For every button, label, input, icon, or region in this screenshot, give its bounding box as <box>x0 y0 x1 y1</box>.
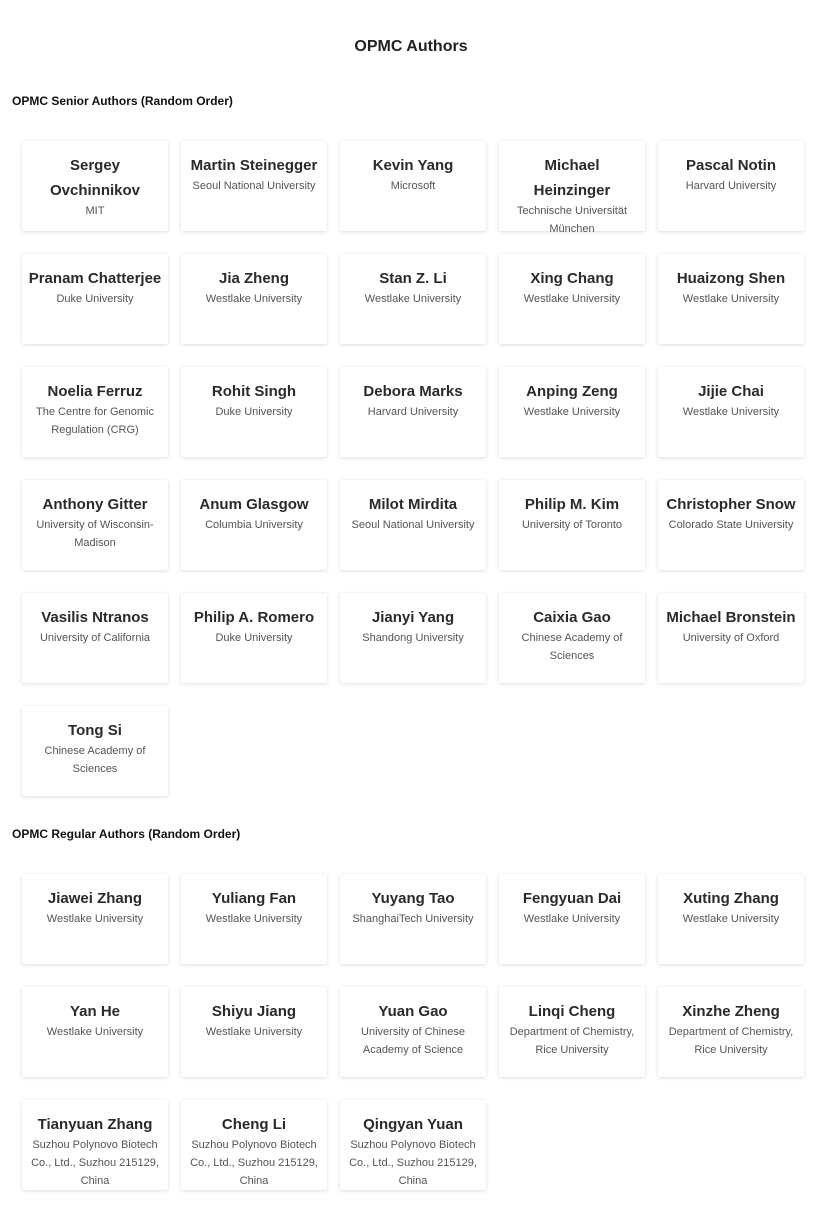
author-name: Anthony Gitter <box>42 496 148 513</box>
author-card[interactable] <box>499 367 645 457</box>
author-name: Shiyu Jiang <box>211 1003 297 1020</box>
author-affiliation: Suzhou Polynovo Biotech Co., Ltd., Suzhou 215129, China <box>190 1139 318 1187</box>
author-name: Milot Mirdita <box>368 496 458 513</box>
author-affiliation: Westlake University <box>46 1026 144 1038</box>
author-affiliation: Westlake University <box>364 293 462 305</box>
author-name: Yuyang Tao <box>371 890 455 907</box>
author-card[interactable] <box>499 593 645 683</box>
author-card[interactable] <box>340 367 486 457</box>
author-card[interactable] <box>499 141 645 235</box>
author-affiliation: Suzhou Polynovo Biotech Co., Ltd., Suzhou 215129, China <box>349 1139 477 1187</box>
author-affiliation: The Centre for Genomic Regulation (CRG) <box>36 406 154 436</box>
author-card[interactable] <box>658 874 804 964</box>
author-name: Stan Z. Li <box>379 270 447 287</box>
author-card[interactable] <box>340 480 486 570</box>
author-affiliation: Westlake University <box>205 1026 303 1038</box>
author-card[interactable] <box>499 987 645 1077</box>
author-affiliation: Shandong University <box>362 632 464 644</box>
author-card[interactable] <box>22 1100 168 1190</box>
author-affiliation: University of Chinese Academy of Science <box>361 1026 465 1056</box>
author-affiliation: Westlake University <box>682 293 780 305</box>
author-affiliation: Duke University <box>215 406 293 418</box>
author-card[interactable] <box>181 367 327 457</box>
author-card[interactable] <box>340 254 486 344</box>
author-card[interactable] <box>181 1100 327 1190</box>
author-card[interactable] <box>22 593 168 683</box>
author-affiliation: University of Toronto <box>521 519 623 531</box>
author-name: Philip A. Romero <box>193 609 315 626</box>
author-name: Michael Bronstein <box>666 609 796 626</box>
author-affiliation: Harvard University <box>685 180 777 192</box>
author-affiliation: University of California <box>39 632 151 644</box>
author-card[interactable] <box>658 141 804 231</box>
author-name: Jijie Chai <box>698 383 764 400</box>
author-affiliation: Duke University <box>56 293 134 305</box>
author-name: Pranam Chatterjee <box>28 270 162 287</box>
author-affiliation: Westlake University <box>205 293 303 305</box>
author-affiliation: MIT <box>85 205 105 217</box>
author-card[interactable] <box>22 367 168 457</box>
author-name: Tianyuan Zhang <box>37 1116 153 1133</box>
author-affiliation: Westlake University <box>682 406 780 418</box>
author-card[interactable] <box>181 254 327 344</box>
author-name: Anum Glasgow <box>199 496 309 513</box>
author-affiliation: Department of Chemistry, Rice University <box>668 1026 794 1056</box>
author-card[interactable] <box>658 254 804 344</box>
author-name: Noelia Ferruz <box>47 383 143 400</box>
regular-authors-heading: OPMC Regular Authors (Random Order) <box>12 827 241 841</box>
author-affiliation: University of Wisconsin-Madison <box>36 519 154 549</box>
author-card[interactable] <box>340 141 486 231</box>
page-title: OPMC Authors <box>354 38 468 55</box>
author-name: Yuan Gao <box>378 1003 448 1020</box>
author-card[interactable] <box>22 141 168 231</box>
author-name: Pascal Notin <box>685 157 777 174</box>
author-name: Anping Zeng <box>526 383 618 400</box>
author-name: Vasilis Ntranos <box>41 609 149 626</box>
author-name: Sergey Ovchinnikov <box>49 157 141 199</box>
author-card[interactable] <box>181 987 327 1077</box>
author-card[interactable] <box>22 987 168 1077</box>
author-affiliation: Westlake University <box>682 913 780 925</box>
author-card[interactable] <box>22 254 168 344</box>
senior-authors-grid <box>22 141 802 796</box>
author-affiliation: Seoul National University <box>192 180 316 192</box>
author-card[interactable] <box>181 480 327 570</box>
author-name: Jiawei Zhang <box>47 890 143 907</box>
author-name: Christopher Snow <box>666 496 796 513</box>
author-card[interactable] <box>22 874 168 964</box>
author-card[interactable] <box>340 593 486 683</box>
author-affiliation: Westlake University <box>523 293 621 305</box>
author-affiliation: Suzhou Polynovo Biotech Co., Ltd., Suzhou 215129, China <box>31 1139 159 1187</box>
author-card[interactable] <box>22 706 168 796</box>
author-name: Rohit Singh <box>211 383 297 400</box>
author-card[interactable] <box>658 480 804 570</box>
author-name: Tong Si <box>68 722 122 739</box>
author-card[interactable] <box>340 874 486 964</box>
author-affiliation: Westlake University <box>523 406 621 418</box>
author-name: Philip M. Kim <box>524 496 620 513</box>
author-card[interactable] <box>499 254 645 344</box>
author-affiliation: Colorado State University <box>668 519 794 531</box>
author-name: Xuting Zhang <box>683 890 779 907</box>
author-card[interactable] <box>658 367 804 457</box>
author-affiliation: Chinese Academy of Sciences <box>521 632 623 662</box>
senior-authors-heading: OPMC Senior Authors (Random Order) <box>12 94 233 108</box>
author-affiliation: Westlake University <box>523 913 621 925</box>
author-card[interactable] <box>181 874 327 964</box>
author-affiliation: Seoul National University <box>351 519 475 531</box>
author-affiliation: Technische Universität München <box>516 205 628 235</box>
author-name: Martin Steinegger <box>190 157 318 174</box>
regular-authors-grid <box>22 874 802 1190</box>
author-card[interactable] <box>181 593 327 683</box>
author-card[interactable] <box>340 1100 486 1190</box>
author-card[interactable] <box>340 987 486 1077</box>
author-affiliation: Microsoft <box>390 180 436 192</box>
author-name: Cheng Li <box>221 1116 287 1133</box>
author-affiliation: Westlake University <box>46 913 144 925</box>
author-name: Jia Zheng <box>218 270 289 287</box>
author-name: Qingyan Yuan <box>363 1116 463 1133</box>
author-name: Xinzhe Zheng <box>682 1003 780 1020</box>
author-name: Xing Chang <box>530 270 614 287</box>
author-affiliation: Westlake University <box>205 913 303 925</box>
author-card[interactable] <box>658 987 804 1077</box>
author-name: Fengyuan Dai <box>522 890 622 907</box>
author-name: Debora Marks <box>363 383 463 400</box>
author-name: Yan He <box>69 1003 121 1020</box>
author-name: Kevin Yang <box>372 157 454 174</box>
author-card[interactable] <box>181 141 327 231</box>
author-card[interactable] <box>499 480 645 570</box>
author-name: Caixia Gao <box>533 609 611 626</box>
author-card[interactable] <box>499 874 645 964</box>
author-affiliation: Duke University <box>215 632 293 644</box>
author-name: Michael Heinzinger <box>533 157 611 199</box>
author-card[interactable] <box>658 593 804 683</box>
author-name: Linqi Cheng <box>528 1003 616 1020</box>
author-affiliation: Chinese Academy of Sciences <box>44 745 146 775</box>
author-affiliation: Columbia University <box>205 519 303 531</box>
author-name: Huaizong Shen <box>676 270 786 287</box>
author-card[interactable] <box>22 480 168 570</box>
author-name: Yuliang Fan <box>211 890 297 907</box>
author-affiliation: Harvard University <box>367 406 459 418</box>
author-affiliation: ShanghaiTech University <box>352 913 474 925</box>
author-affiliation: Department of Chemistry, Rice University <box>509 1026 635 1056</box>
author-affiliation: University of Oxford <box>682 632 780 644</box>
author-name: Jianyi Yang <box>371 609 455 626</box>
